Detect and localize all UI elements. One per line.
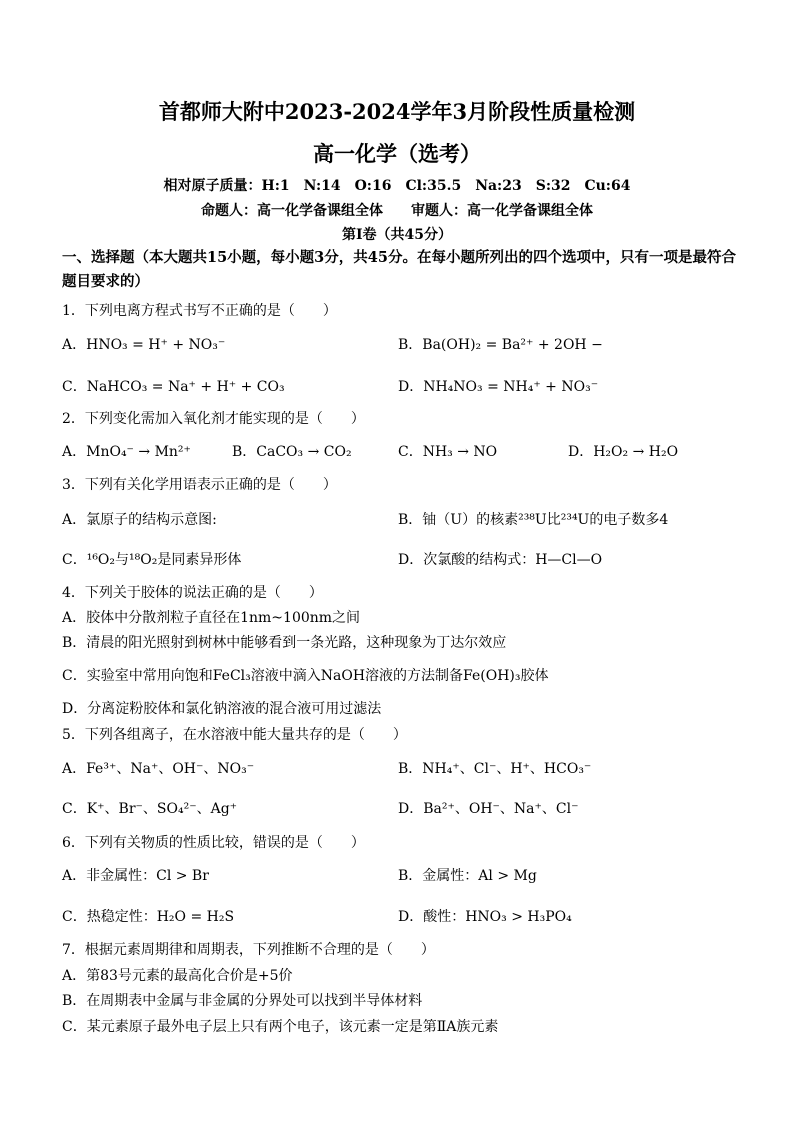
question-2-option-d: D．H₂O₂ → H₂O [568,444,679,460]
question-7-option-a: A．第83号元素的最高化合价是+5价 [62,968,293,984]
question-4-option-c: C．实验室中常用向饱和FeCl₃溶液中滴入NaOH溶液的方法制备Fe(OH)₃胶体 [62,668,549,684]
volume-heading: 第Ⅰ卷（共45分） [341,227,453,243]
question-3-option-b: B．铀（U）的核素²³⁸U比²³⁴U的电子数多4 [398,512,669,528]
question-5-option-d: D．Ba²⁺、OH⁻、Na⁺、Cl⁻ [398,801,579,817]
question-2-option-c: C．NH₃ → NO [398,444,498,460]
question-5-option-b: B．NH₄⁺、Cl⁻、H⁺、HCO₃⁻ [398,761,592,777]
question-6-stem: 6．下列有关物质的性质比较，错误的是（ ） [62,835,365,851]
section-heading: 一、选择题（本大题共15小题，每小题3分，共45分。在每小题所列出的四个选项中，只有一项是最符合题目要求的） [62,249,736,290]
question-5-stem: 5．下列各组离子，在水溶液中能大量共存的是（ ） [62,727,407,743]
question-6-option-d: D．酸性：HNO₃ > H₃PO₄ [398,909,572,925]
question-3-option-c: C．¹⁶O₂与¹⁸O₂是同素异形体 [62,552,242,568]
question-3-stem: 3．下列有关化学用语表示正确的是（ ） [62,477,337,493]
question-4-stem: 4．下列关于胶体的说法正确的是（ ） [62,585,323,601]
question-6-option-b: B．金属性：Al > Mg [398,868,537,884]
question-6-option-c: C．热稳定性：H₂O = H₂S [62,909,235,925]
question-1-option-a: A．HNO₃ = H⁺ + NO₃⁻ [62,337,226,353]
authors-line: 命题人：高一化学备课组全体 审题人：高一化学备课组全体 [201,203,593,219]
question-5-option-a: A．Fe³⁺、Na⁺、OH⁻、NO₃⁻ [62,761,255,777]
question-2-stem: 2．下列变化需加入氧化剂才能实现的是（ ） [62,411,365,427]
atomic-masses: 相对原子质量：H:1 N:14 O:16 Cl:35.5 Na:23 S:32 Cu:64 [163,178,631,194]
question-6-option-a: A．非金属性：Cl > Br [62,868,209,884]
exam-subtitle: 高一化学（选考） [313,141,481,166]
question-1-option-b: B．Ba(OH)₂ = Ba²⁺ + 2OH − [398,337,603,353]
question-4-option-b: B．清晨的阳光照射到树林中能够看到一条光路，这种现象为丁达尔效应 [62,635,507,651]
question-2-option-a: A．MnO₄⁻ → Mn²⁺ [62,444,191,460]
question-3-option-d: D．次氯酸的结构式：H—Cl—O [398,552,603,568]
question-1-stem: 1．下列电离方程式书写不正确的是（ ） [62,303,337,319]
question-3-option-a: A．氯原子的结构示意图: [62,512,217,528]
question-4-option-d: D．分离淀粉胶体和氯化钠溶液的混合液可用过滤法 [62,701,382,717]
exam-title: 首都师大附中2023-2024学年3月阶段性质量检测 [158,99,636,124]
question-1-option-c: C．NaHCO₃ = Na⁺ + H⁺ + CO₃ [62,379,285,395]
question-7-option-b: B．在周期表中金属与非金属的分界处可以找到半导体材料 [62,993,423,1009]
question-7-option-c: C．某元素原子最外电子层上只有两个电子，该元素一定是第ⅡA族元素 [62,1019,499,1035]
question-4-option-a: A．胶体中分散剂粒子直径在1nm~100nm之间 [62,610,361,626]
question-2-option-b: B．CaCO₃ → CO₂ [232,444,352,460]
question-7-stem: 7．根据元素周期律和周期表，下列推断不合理的是（ ） [62,942,435,958]
question-1-option-d: D．NH₄NO₃ = NH₄⁺ + NO₃⁻ [398,379,599,395]
question-5-option-c: C．K⁺、Br⁻、SO₄²⁻、Ag⁺ [62,801,238,817]
